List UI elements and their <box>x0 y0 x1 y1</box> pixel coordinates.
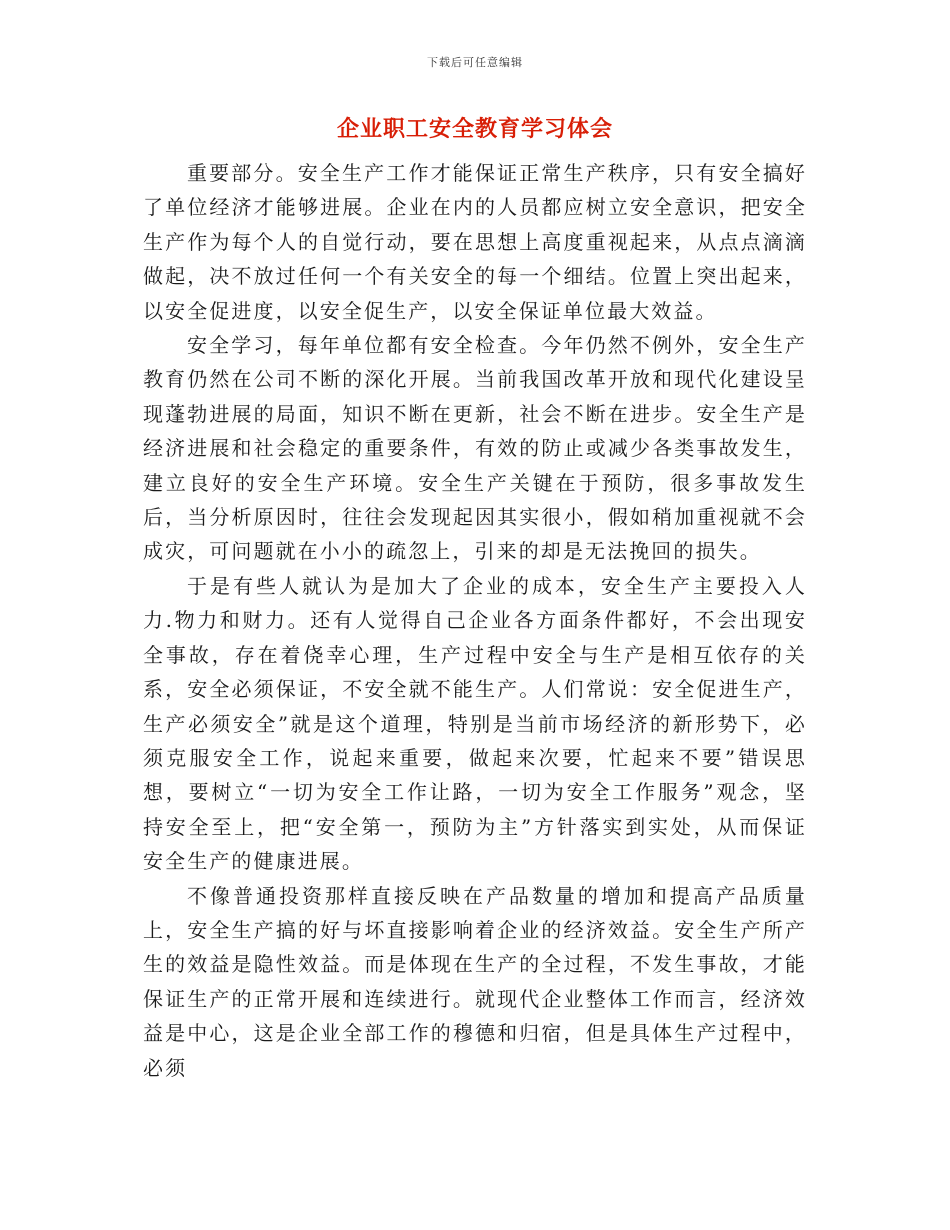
paragraph: 安全学习，每年单位都有安全检查。今年仍然不例外，安全生产教育仍然在公司不断的深化开展。当前我国改革开放和现代化建设呈现蓬勃进展的局面，知识不断在更新，社会不断在进步。安全生产是经济进展和社会稳定的重要条件，有效的防止或减少各类事故发生，建立良好的安全生产环境。安全生产关键在于预防，很多事故发生后，当分析原因时，往往会发现起因其实很小，假如稍加重视就不会成灾，可问题就在小小的疏忽上，引来的却是无法挽回的损失。 <box>143 333 807 564</box>
paragraph: 于是有些人就认为是加大了企业的成本，安全生产主要投入人力.物力和财力。还有人觉得自己企业各方面条件都好，不会出现安全事故，存在着侥幸心理，生产过程中安全与生产是相互依存的关系，安全必须保证，不安全就不能生产。人们常说：安全促进生产，生产必须安全”就是这个道理，特别是当前市场经济的新形势下，必须克服安全工作，说起来重要，做起来次要，忙起来不要”错误思想，要树立“一切为安全工作让路，一切为安全工作服务”观念，坚持安全至上，把“安全第一，预防为主”方针落实到实处，从而保证安全生产的健康进展。 <box>143 573 807 874</box>
document-body <box>143 156 807 1085</box>
paragraph: 不像普通投资那样直接反映在产品数量的增加和提高产品质量上，安全生产搞的好与坏直接影响着企业的经济效益。安全生产所产生的效益是隐性效益。而是体现在生产的全过程，不发生事故，才能保证生产的正常开展和连续进行。就现代企业整体工作而言，经济效益是中心，这是企业全部工作的穆德和归宿，但是具体生产过程中，必须 <box>143 883 807 1080</box>
document-title: 企业职工安全教育学习体会 <box>336 116 613 142</box>
paragraph: 重要部分。安全生产工作才能保证正常生产秩序，只有安全搞好了单位经济才能够进展。企业在内的人员都应树立安全意识，把安全生产作为每个人的自觉行动，要在思想上高度重视起来，从点点滴滴做起，决不放过任何一个有关安全的每一个细结。位置上突出起来，以安全促进度，以安全促生产，以安全保证单位最大效益。 <box>143 161 807 323</box>
header-note: 下载后可任意编辑 <box>427 56 523 69</box>
